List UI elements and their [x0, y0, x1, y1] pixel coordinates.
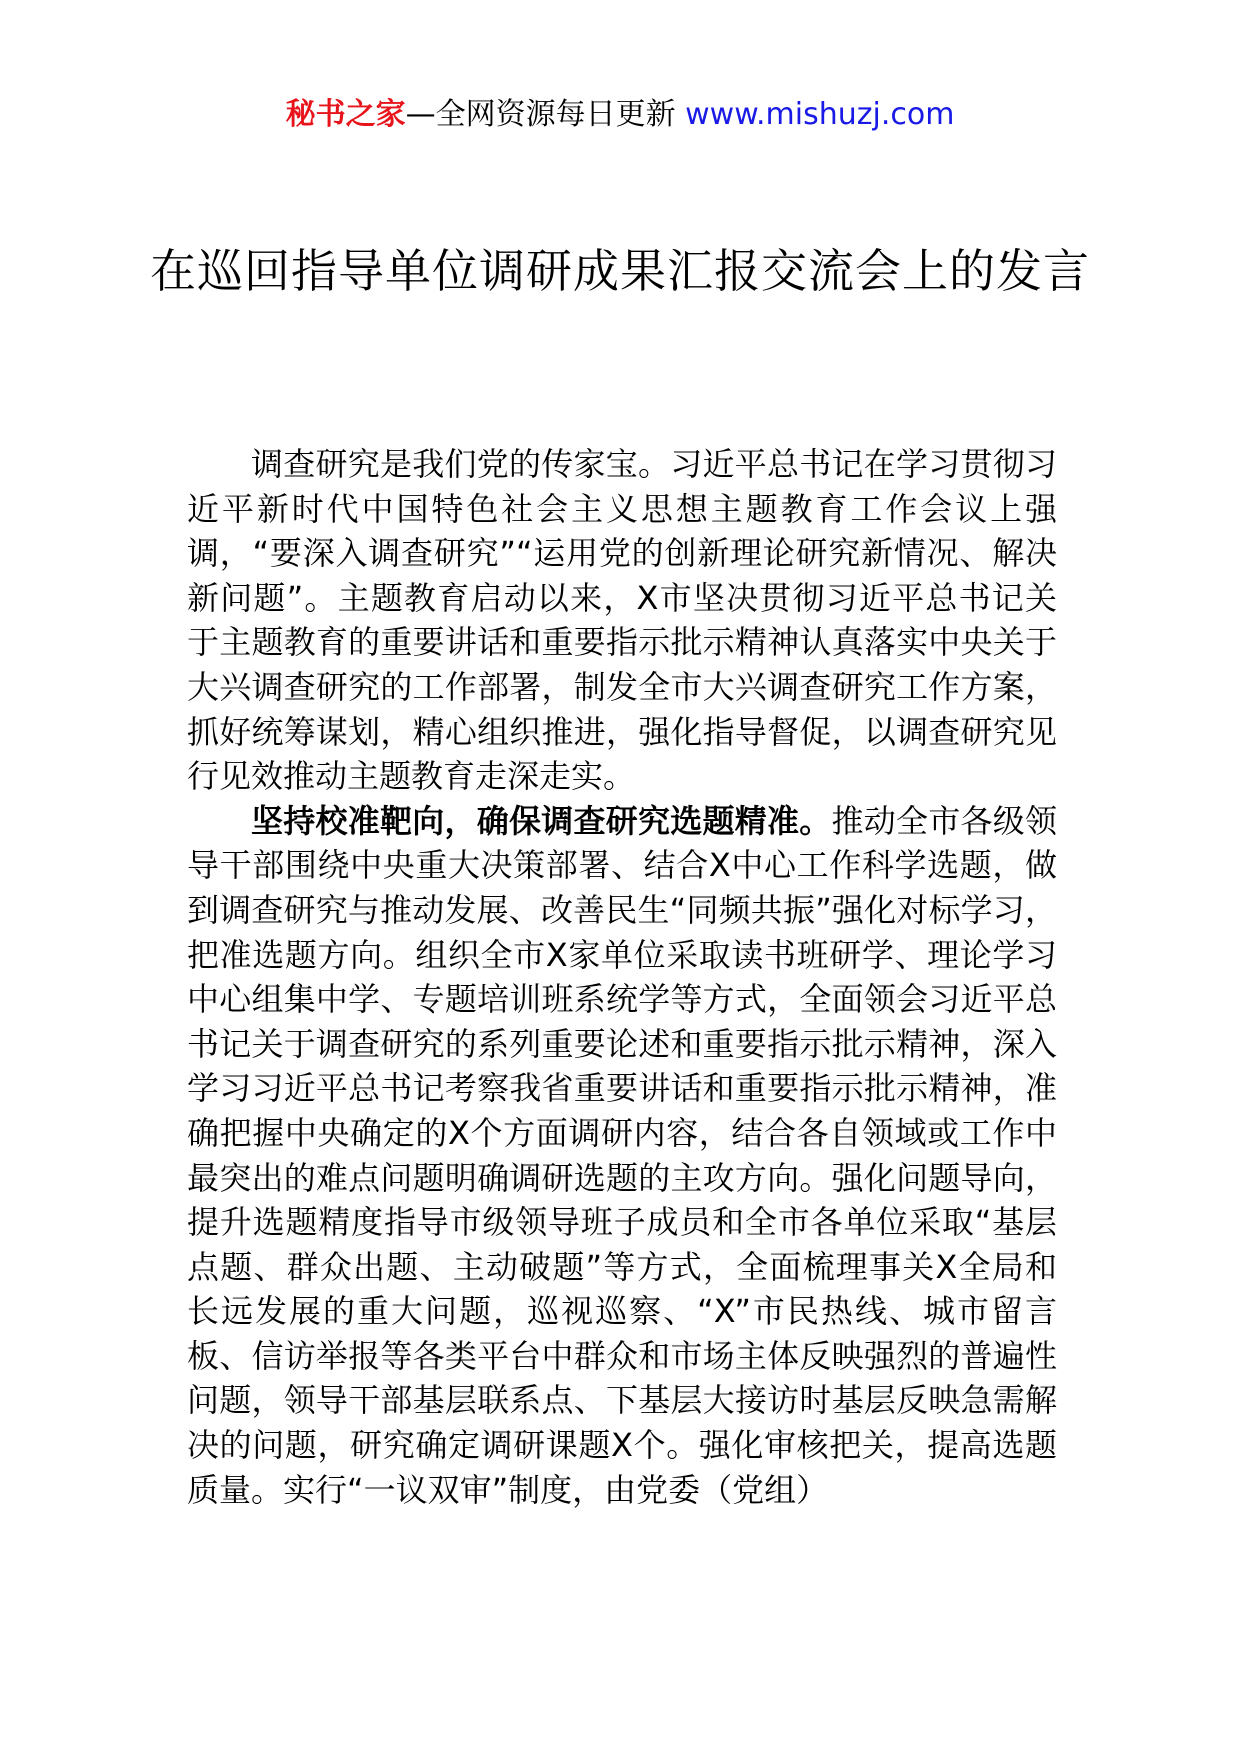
brand-name: 秘书之家	[285, 97, 406, 132]
document-body	[187, 442, 1057, 1512]
paragraph	[187, 799, 1057, 1513]
banner-slogan: —全网资源每日更新	[405, 97, 676, 132]
document-title: 在巡回指导单位调研成果汇报交流会上的发言	[150, 244, 1090, 298]
paragraph: 调查研究是我们党的传家宝。习近平总书记在学习贯彻习近平新时代中国特色社会主义思想主题教育工作会议上强调，“要深入调查研究”“运用党的创新理论研究新情况、解决新问题”。主题教育启动以来，X市坚决贯彻习近平总书记关于主题教育的重要讲话和重要指示批示精神认真落实中央关于大兴调查研究的工作部署，制发全市大兴调查研究工作方案，抓好统筹谋划，精心组织推进，强化指导督促，以调查研究见行见效推动主题教育走深走实。	[187, 445, 1057, 796]
website-link[interactable]: www.mishuzj.com	[685, 97, 955, 132]
paragraph-lead: 坚持校准靶向，确保调查研究选题精准。	[251, 801, 832, 840]
paragraph-text: 推动全市各级领导干部围绕中央重大决策部署、结合X中心工作科学选题，做到调查研究与推动发展、改善民生“同频共振”强化对标学习，把准选题方向。组织全市X家单位采取读书班研学、理论学习中心组集中学、专题培训班系统学等方式，全面领会习近平总书记关于调查研究的系列重要论述和重要指示批示精神，深入学习习近平总书记考察我省重要讲话和重要指示批示精神，准确把握中央确定的X个方面调研内容，结合各自领域或工作中最突出的难点问题明确调研选题的主攻方向。强化问题导向，提升选题精度指导市级领导班子成员和全市各单位采取“基层点题、群众出题、主动破题”等方式，全面梳理事关X全局和长远发展的重大问题，巡视巡察、“X”市民热线、城市留言板、信访举报等各类平台中群众和市场主体反映强烈的普遍性问题，领导干部基层联系点、下基层大接访时基层反映急需解决的问题，研究确定调研课题X个。强化审核把关，提高选题质量。实行“一议双审”制度，由党委（党组）	[187, 801, 1057, 1509]
site-banner	[0, 95, 1240, 135]
